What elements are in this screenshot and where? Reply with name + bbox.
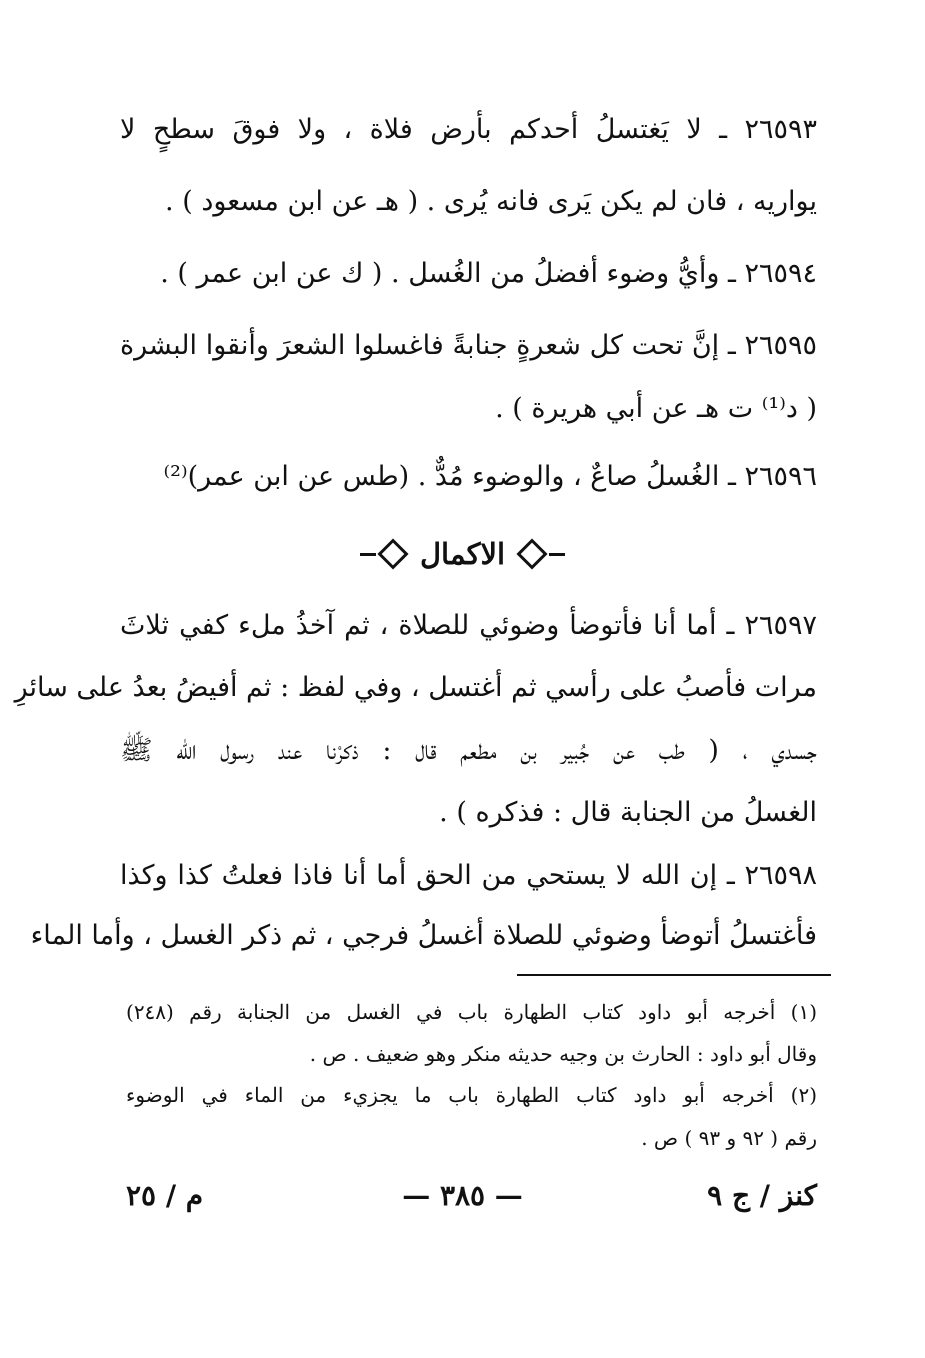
- volume-signature: كنز / ج ٩: [707, 1179, 817, 1212]
- ornament-right-icon: [515, 543, 565, 565]
- hadith-26593-line-1: ٢٦٥٩٣ ـ لا يَغتسلُ أحدكم بأرض فلاة ، ولا فوقَ سطحٍ لا: [120, 114, 817, 145]
- hadith-26595-line-1: ٢٦٥٩٥ ـ إنَّ تحت كل شعرةٍ جنابةً فاغسلوا الشعرَ وأنقوا البشرة: [120, 330, 817, 361]
- footnote-1-line-1: (١) أخرجه أبو داود كتاب الطهارة باب في الغسل من الجنابة رقم (٢٤٨): [126, 1000, 817, 1024]
- footnote-divider: [517, 974, 831, 976]
- footnote-2-line-1: (٢) أخرجه أبو داود كتاب الطهارة باب ما يجزيء من الماء في الوضوء: [126, 1083, 817, 1107]
- footnote-2-line-2: رقم ( ٩٢ و ٩٣ ) ص .: [641, 1126, 817, 1150]
- hadith-26597-line-4: الغسلُ من الجنابة قال : فذكره ) .: [439, 797, 817, 828]
- hadith-26595-line-2: ( د⁽¹⁾ ت هـ عن أبي هريرة ) .: [495, 393, 817, 424]
- hadith-26597-line-3: جسدي ، ( طب عن جُبير بن مطعم قال : ذكرْنا عند رسول الله ﷺ: [120, 735, 817, 766]
- hadith-26596-line: ٢٦٥٩٦ ـ الغُسلُ صاعٌ ، والوضوء مُدٌّ . (طس عن ابن عمر)⁽²⁾: [163, 461, 817, 492]
- section-heading: [0, 532, 925, 576]
- section-title: الاكمال: [419, 537, 506, 571]
- hadith-26593-line-2: يواريه ، فان لم يكن يَرى فانه يُرى . ( هـ عن ابن مسعود ) .: [165, 186, 817, 217]
- hadith-26597-line-2: مرات فأصبُ على رأسي ثم أغتسل ، وفي لفظ : ثم أفيضُ بعدُ على سائرِ: [14, 672, 817, 703]
- ornament-left-icon: [360, 543, 410, 565]
- hadith-26598-line-1: ٢٦٥٩٨ ـ إن الله لا يستحي من الحق أما أنا فاذا فعلتُ كذا وكذا: [120, 860, 817, 891]
- footnote-1-line-2: وقال أبو داود : الحارث بن وجيه حديثه منكر وهو ضعيف . ص .: [309, 1042, 817, 1066]
- page-number: — ٣٨٥ —: [402, 1179, 523, 1212]
- printing-signature: م / ٢٥: [126, 1179, 204, 1212]
- hadith-26594-line: ٢٦٥٩٤ ـ وأيُّ وضوء أفضلُ من الغُسل . ( ك عن ابن عمر ) .: [160, 258, 817, 289]
- hadith-26597-line-1: ٢٦٥٩٧ ـ أما أنا فأتوضأ وضوئي للصلاة ، ثم آخذُ ملء كفي ثلاثَ: [120, 610, 817, 641]
- hadith-26598-line-2: فأغتسلُ أتوضأ وضوئي للصلاة أغسلُ فرجي ، ثم ذكر الغسل ، وأما الماء: [30, 920, 817, 951]
